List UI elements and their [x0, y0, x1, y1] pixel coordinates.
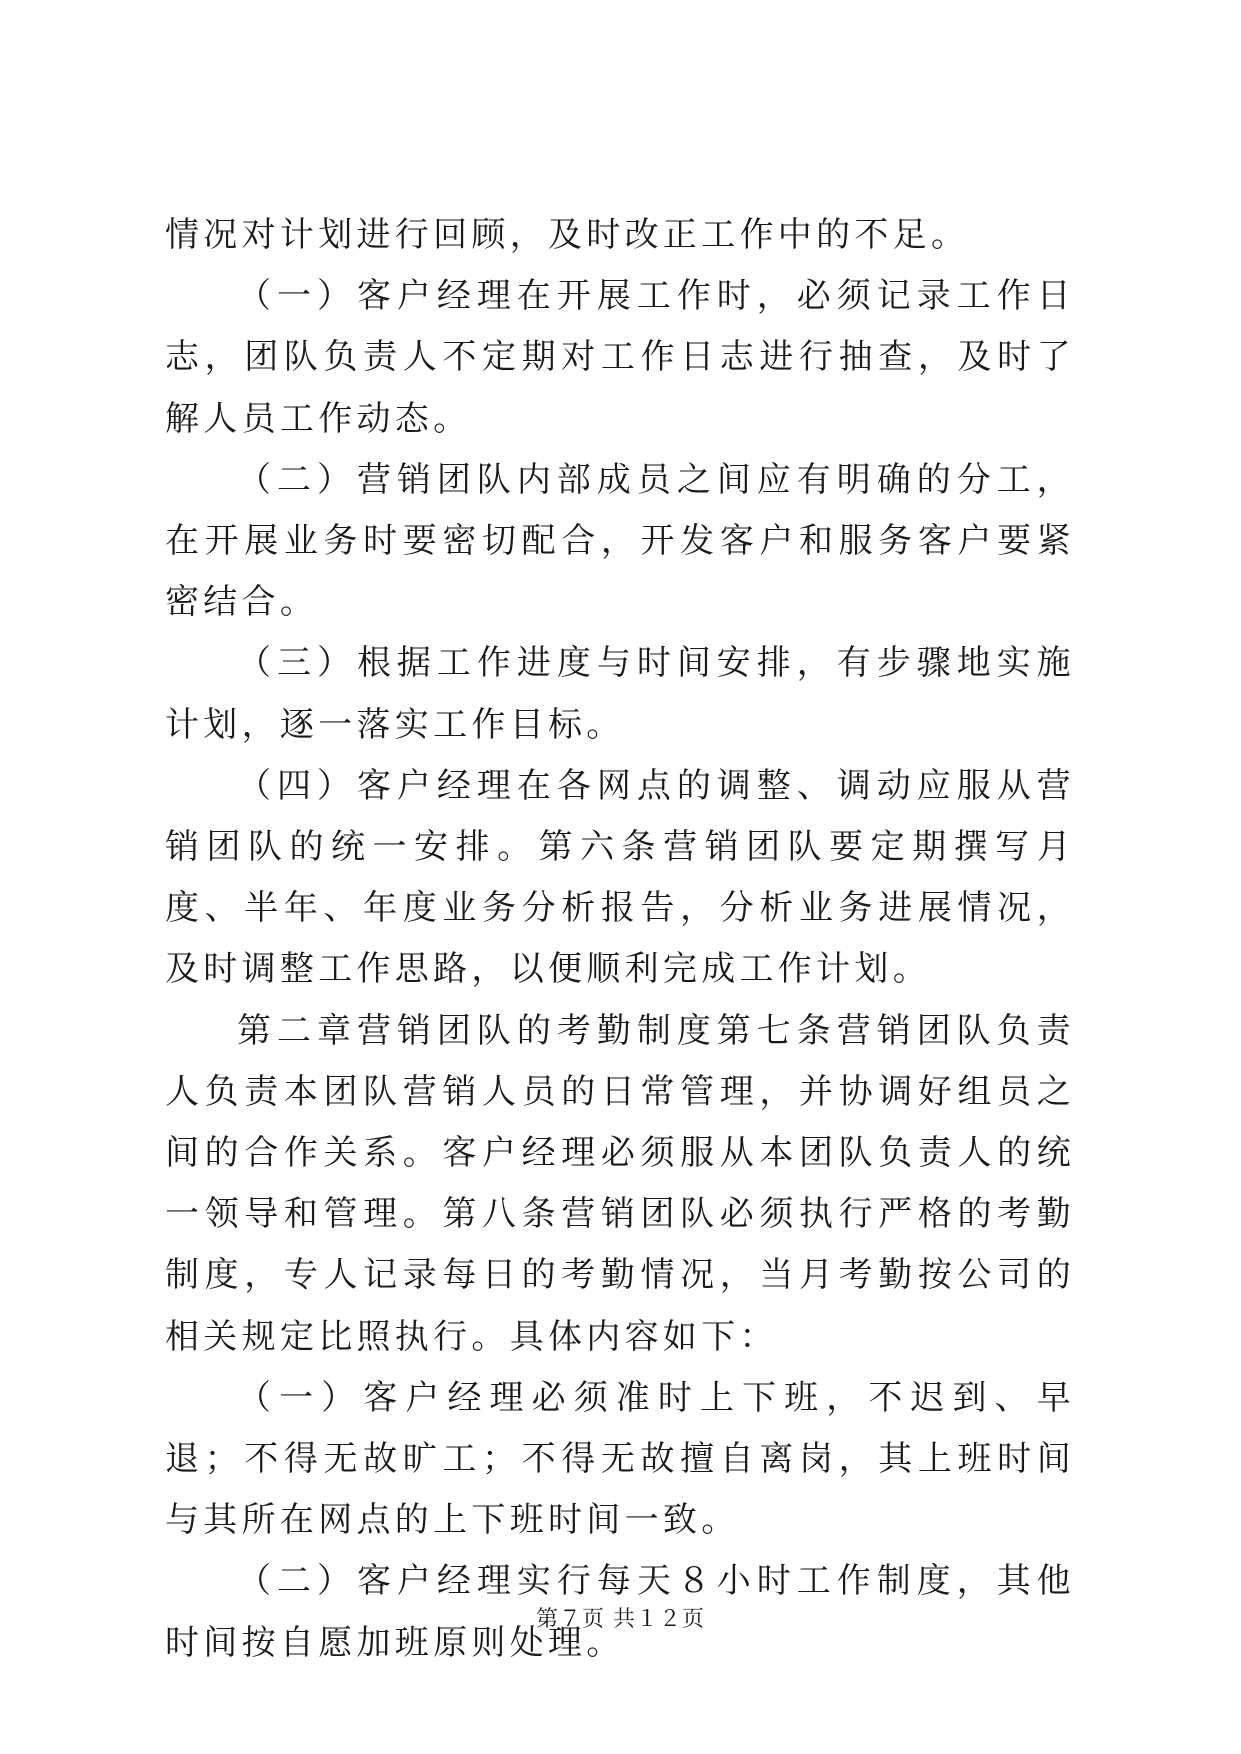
- paragraph: （三）根据工作进度与时间安排，有步骤地实施计划，逐一落实工作目标。: [165, 643, 1075, 745]
- paragraph: 第二章营销团队的考勤制度第七条营销团队负责人负责本团队营销人员的日常管理，并协调好组员之间的合作关系。客户经理必须服从本团队负责人的统一领导和管理。第八条营销团队必须执行严格的考勤制度，专人记录每日的考勤情况，当月考勤按公司的相关规定比照执行。具体内容如下：: [165, 1010, 1075, 1357]
- paragraph: （二）营销团队内部成员之间应有明确的分工，在开展业务时要密切配合，开发客户和服务客户要紧密结合。: [165, 459, 1075, 623]
- paragraph: （二）客户经理实行每天８小时工作制度，其他时间按自愿加班原则处理。: [165, 1561, 1075, 1663]
- page-number-footer: 第７页 共１２页: [536, 1607, 705, 1632]
- paragraph: （四）客户经理在各网点的调整、调动应服从营销团队的统一安排。第六条营销团队要定期撰写月度、半年、年度业务分析报告，分析业务进展情况，及时调整工作思路，以便顺利完成工作计划。: [165, 765, 1075, 990]
- document-body: [165, 205, 1075, 1674]
- paragraph: （一）客户经理必须准时上下班，不迟到、早退；不得无故旷工；不得无故擅自离岗，其上班时间与其所在网点的上下班时间一致。: [165, 1377, 1075, 1541]
- paragraph: （一）客户经理在开展工作时，必须记录工作日志，团队负责人不定期对工作日志进行抽查，及时了解人员工作动态。: [165, 276, 1075, 439]
- paragraph: 情况对计划进行回顾，及时改正工作中的不足。: [165, 215, 970, 255]
